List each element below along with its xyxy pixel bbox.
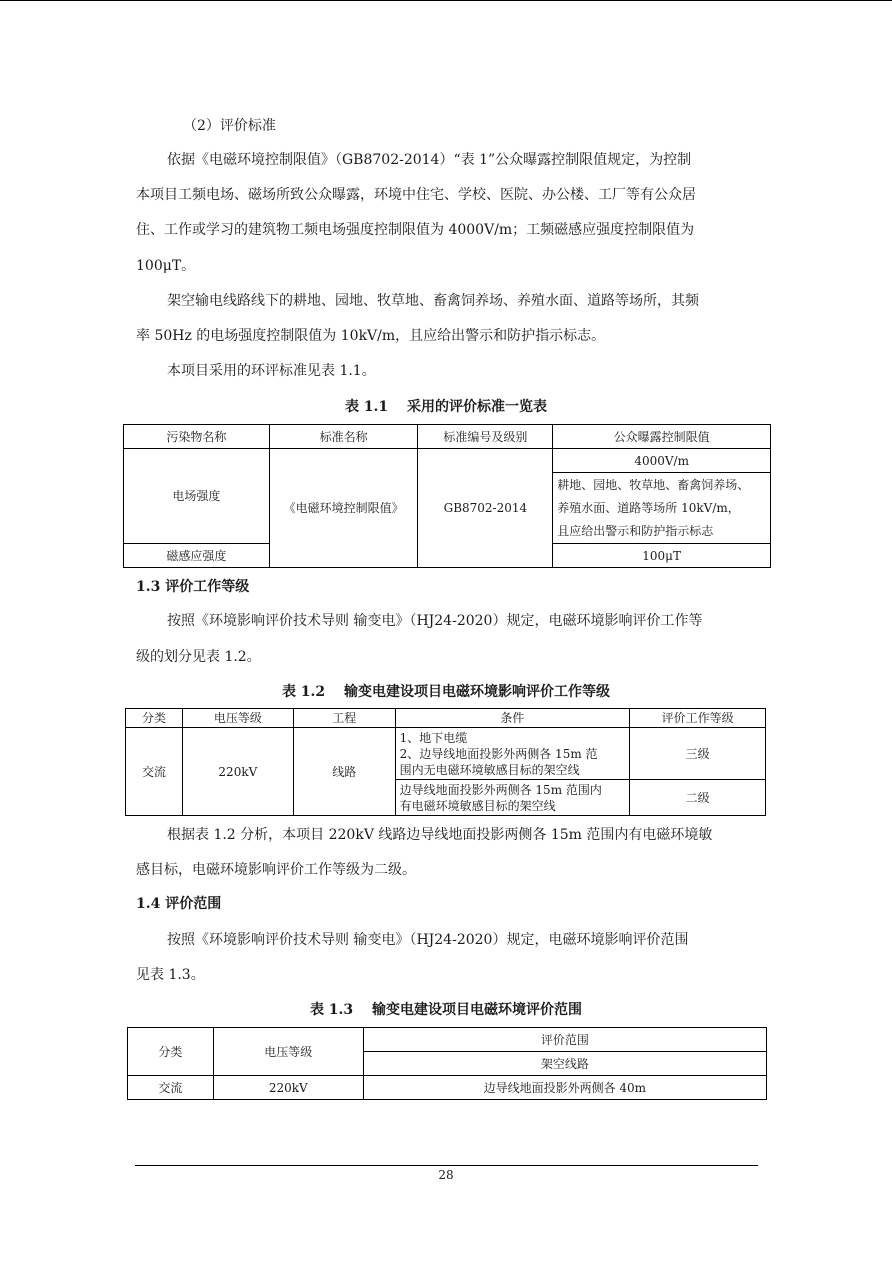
para6-line2: 见表 1.3。	[136, 967, 205, 983]
para1-line3: 住、工作或学习的建筑物工频电场强度控制限值为 4000V/m；工频磁感应强度控制限值为	[136, 222, 695, 238]
table1-header-standard-code: 标准编号及级别	[418, 425, 553, 449]
table1-limit-magnetic: 100μT	[553, 544, 771, 568]
table1-limit-field-note	[553, 473, 771, 544]
table2-cond2-line1: 边导线地面投影外两侧各 15m 范围内	[399, 782, 602, 797]
table1-header-pollutant: 污染物名称	[124, 425, 270, 449]
table3-scope: 边导线地面投影外两侧各 40m	[363, 1076, 766, 1100]
table-1-1	[123, 424, 771, 568]
table1-header-limit: 公众曝露控制限值	[553, 425, 771, 449]
para3: 本项目采用的环评标准见表 1.1。	[167, 363, 376, 379]
table1-pollutant-magnetic: 磁感应强度	[124, 544, 270, 568]
table2-project: 线路	[293, 728, 395, 816]
table3-header-category: 分类	[128, 1028, 214, 1076]
table2-level-2: 二级	[630, 780, 766, 816]
table3-voltage: 220kV	[213, 1076, 363, 1100]
table1-caption: 表 1.1 采用的评价标准一览表	[344, 399, 548, 415]
table3-category: 交流	[128, 1076, 214, 1100]
table1-pollutant-electric: 电场强度	[124, 449, 270, 544]
table1-limit-note-line1: 耕地、园地、牧草地、畜禽饲养场、	[557, 477, 750, 492]
table2-condition-1	[395, 728, 630, 780]
table2-header-category: 分类	[126, 709, 183, 728]
table1-header-standard-name: 标准名称	[269, 425, 418, 449]
para1-line2: 本项目工频电场、磁场所致公众曝露，环境中住宅、学校、医院、办公楼、工厂等有公众居	[136, 187, 696, 203]
table1-limit-note-line2: 养殖水面、道路等场所 10kV/m，	[557, 500, 740, 515]
table1-limit-electric: 4000V/m	[553, 449, 771, 473]
table2-header-voltage: 电压等级	[182, 709, 293, 728]
table3-header-scope: 评价范围	[363, 1028, 766, 1052]
table2-cond1-line1: 1、地下电缆	[399, 730, 468, 745]
para5-line2: 感目标，电磁环境影响评价工作等级为二级。	[136, 862, 416, 878]
page-top-border	[0, 0, 892, 1]
table2-caption: 表 1.2 输变电建设项目电磁环境影响评价工作等级	[281, 684, 611, 700]
section-1-3-heading: 1.3 评价工作等级	[136, 579, 250, 595]
table2-cond1-line3: 围内无电磁环境敏感目标的架空线	[399, 762, 580, 777]
para4-line2: 级的划分见表 1.2。	[136, 649, 261, 665]
table2-category: 交流	[126, 728, 183, 816]
table1-limit-note-line3: 且应给出警示和防护指示标志	[557, 523, 714, 538]
table-1-2	[125, 708, 766, 816]
table3-caption: 表 1.3 输变电建设项目电磁环境评价范围	[309, 1002, 583, 1018]
table2-header-condition: 条件	[395, 709, 630, 728]
table3-header-voltage: 电压等级	[213, 1028, 363, 1076]
table2-cond1-line2: 2、边导线地面投影外两侧各 15m 范	[399, 746, 598, 761]
table3-header-overhead: 架空线路	[363, 1052, 766, 1076]
section-1-4-heading: 1.4 评价范围	[136, 896, 222, 912]
table1-standard-code: GB8702-2014	[418, 449, 553, 568]
para1-line4: 100μT。	[136, 258, 196, 274]
section-2-heading: （2）评价标准	[183, 118, 276, 134]
footer-rule	[135, 1165, 758, 1166]
table1-standard-name: 《电磁环境控制限值》	[269, 449, 418, 568]
table-1-3	[127, 1027, 767, 1100]
para4-line1: 按照《环境影响评价技术导则 输变电》（HJ24-2020）规定，电磁环境影响评价工作等	[167, 613, 703, 629]
para2-line1: 架空输电线路线下的耕地、园地、牧草地、畜禽饲养场、养殖水面、道路等场所，其频	[167, 293, 699, 309]
page-number: 28	[438, 1168, 454, 1182]
table2-condition-2	[395, 780, 630, 816]
table2-header-project: 工程	[293, 709, 395, 728]
table2-header-level: 评价工作等级	[630, 709, 766, 728]
para1-line1: 依据《电磁环境控制限值》（GB8702-2014）“表 1”公众曝露控制限值规定，为控制	[167, 152, 692, 168]
table2-voltage: 220kV	[182, 728, 293, 816]
para6-line1: 按照《环境影响评价技术导则 输变电》（HJ24-2020）规定，电磁环境影响评价范围	[167, 932, 689, 948]
table2-level-1: 三级	[630, 728, 766, 780]
table2-cond2-line2: 有电磁环境敏感目标的架空线	[399, 798, 556, 813]
para5-line1: 根据表 1.2 分析，本项目 220kV 线路边导线地面投影两侧各 15m 范围内有电磁环境敏	[167, 827, 713, 843]
para2-line2: 率 50Hz 的电场强度控制限值为 10kV/m，且应给出警示和防护指示标志。	[136, 328, 606, 344]
